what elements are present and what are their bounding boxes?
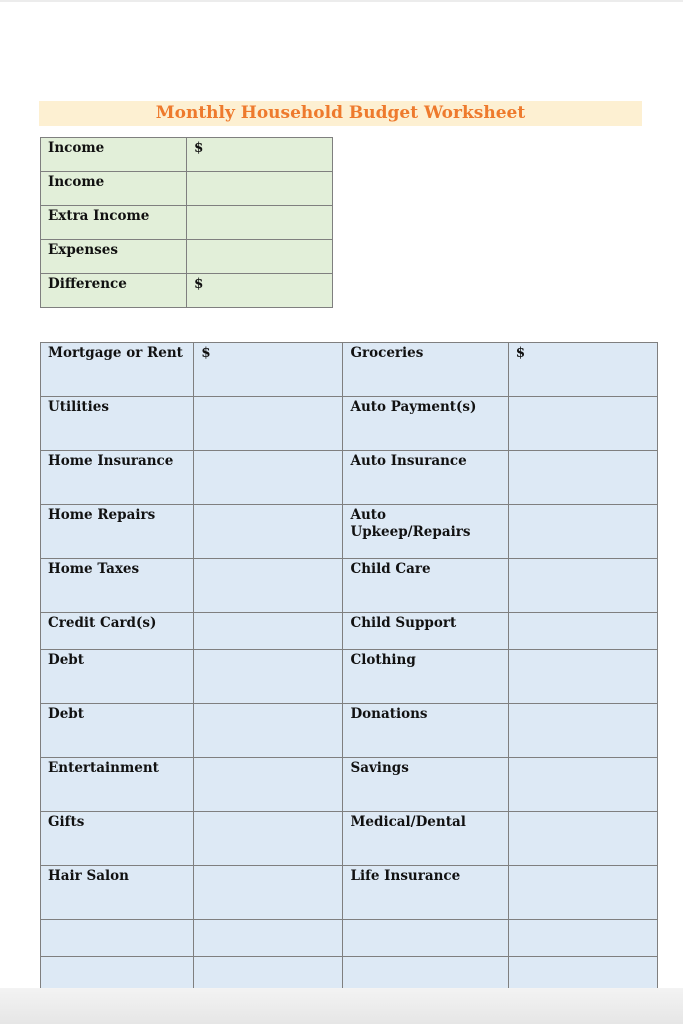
expense-value-field[interactable]	[194, 505, 343, 559]
expense-label: Home Taxes	[41, 559, 194, 613]
expense-label: Auto Upkeep/Repairs	[343, 505, 508, 559]
expenses-table	[40, 342, 658, 994]
summary-row	[41, 274, 333, 308]
summary-label: Expenses	[41, 240, 187, 274]
expense-label: Utilities	[41, 397, 194, 451]
expense-value-field[interactable]	[508, 866, 657, 920]
table-row	[41, 613, 658, 650]
summary-label: Extra Income	[41, 206, 187, 240]
table-row	[41, 920, 658, 957]
expense-value-field[interactable]	[508, 650, 657, 704]
expense-value-field[interactable]	[194, 758, 343, 812]
table-row	[41, 397, 658, 451]
expense-label: Debt	[41, 704, 194, 758]
table-row	[41, 758, 658, 812]
expense-label: Clothing	[343, 650, 508, 704]
expense-value-field[interactable]	[508, 505, 657, 559]
summary-label: Income	[41, 138, 187, 172]
expense-label: Home Insurance	[41, 451, 194, 505]
expense-value-field[interactable]	[194, 451, 343, 505]
worksheet-title: Monthly Household Budget Worksheet	[39, 101, 642, 126]
expense-value-field[interactable]	[194, 650, 343, 704]
expense-label[interactable]	[343, 920, 508, 957]
summary-value-field[interactable]: $	[186, 138, 332, 172]
table-row	[41, 559, 658, 613]
expense-label: Hair Salon	[41, 866, 194, 920]
expense-label[interactable]	[41, 920, 194, 957]
expense-value-field[interactable]	[508, 812, 657, 866]
expense-value-field[interactable]: $	[194, 343, 343, 397]
expense-label: Auto Insurance	[343, 451, 508, 505]
expense-label: Child Support	[343, 613, 508, 650]
expense-label: Debt	[41, 650, 194, 704]
table-row	[41, 866, 658, 920]
expense-label: Savings	[343, 758, 508, 812]
expense-value-field[interactable]	[194, 812, 343, 866]
expense-label: Groceries	[343, 343, 508, 397]
summary-row	[41, 172, 333, 206]
summary-label: Difference	[41, 274, 187, 308]
income-summary-table	[40, 137, 333, 308]
expense-label: Child Care	[343, 559, 508, 613]
expense-label: Mortgage or Rent	[41, 343, 194, 397]
expense-label: Credit Card(s)	[41, 613, 194, 650]
summary-row	[41, 138, 333, 172]
summary-value-field[interactable]	[186, 172, 332, 206]
expense-value-field[interactable]	[194, 920, 343, 957]
expense-value-field[interactable]	[194, 866, 343, 920]
expense-label: Medical/Dental	[343, 812, 508, 866]
expense-value-field[interactable]	[508, 397, 657, 451]
expense-label: Entertainment	[41, 758, 194, 812]
expense-value-field[interactable]	[194, 559, 343, 613]
expense-value-field[interactable]	[508, 559, 657, 613]
expense-label: Gifts	[41, 812, 194, 866]
expense-value-field[interactable]	[508, 704, 657, 758]
expense-value-field[interactable]	[194, 613, 343, 650]
expense-value-field[interactable]	[508, 758, 657, 812]
table-row	[41, 650, 658, 704]
summary-value-field[interactable]	[186, 206, 332, 240]
expense-value-field[interactable]: $	[508, 343, 657, 397]
expense-value-field[interactable]	[194, 704, 343, 758]
expense-value-field[interactable]	[194, 397, 343, 451]
table-row	[41, 704, 658, 758]
expense-label: Life Insurance	[343, 866, 508, 920]
table-row	[41, 343, 658, 397]
table-row	[41, 812, 658, 866]
summary-value-field[interactable]	[186, 240, 332, 274]
page-bottom-edge	[0, 988, 683, 1024]
summary-row	[41, 240, 333, 274]
expense-value-field[interactable]	[508, 920, 657, 957]
summary-value-field[interactable]: $	[186, 274, 332, 308]
expense-label: Auto Payment(s)	[343, 397, 508, 451]
summary-label: Income	[41, 172, 187, 206]
expense-value-field[interactable]	[508, 613, 657, 650]
table-row	[41, 451, 658, 505]
expense-label: Donations	[343, 704, 508, 758]
summary-row	[41, 206, 333, 240]
expense-value-field[interactable]	[508, 451, 657, 505]
page-top-edge	[0, 0, 683, 2]
expense-label: Home Repairs	[41, 505, 194, 559]
table-row	[41, 505, 658, 559]
